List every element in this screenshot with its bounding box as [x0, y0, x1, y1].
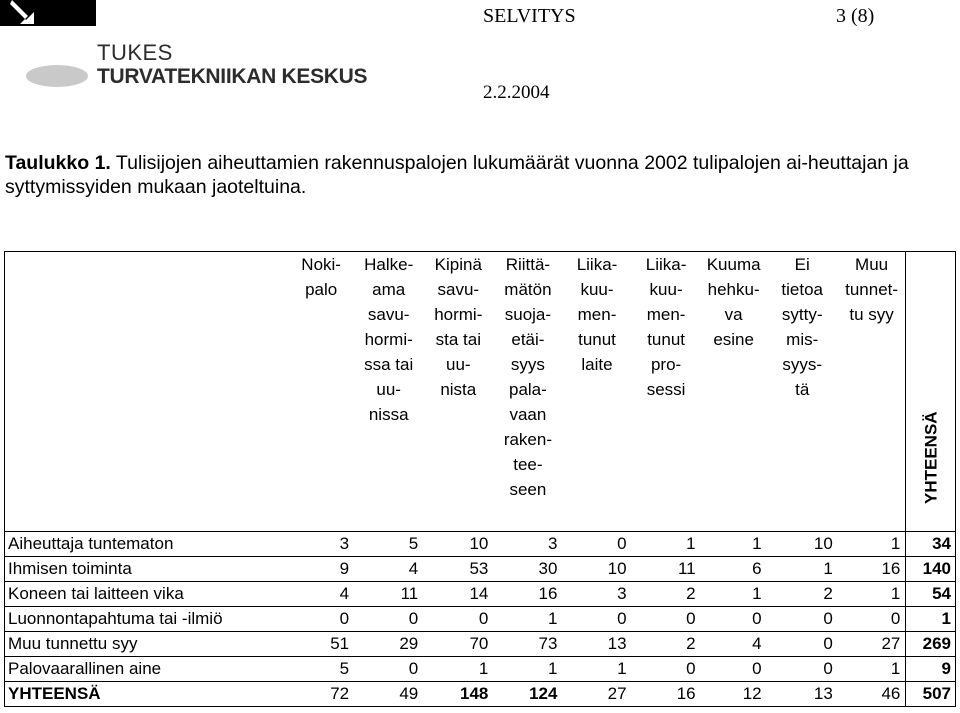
table-cell: 1	[493, 657, 562, 682]
column-header-line: tietoa	[781, 280, 824, 299]
table-cell: 0	[423, 607, 493, 632]
table-cell: 4	[701, 632, 767, 657]
column-header-line: raken-	[503, 430, 552, 449]
column-header-line: pala-	[509, 380, 547, 399]
column-header-line: Halke-	[364, 255, 414, 274]
table-cell: 124	[493, 682, 562, 707]
column-header-line: kuu-	[580, 280, 614, 299]
table-cell: 2	[632, 582, 701, 607]
data-table	[4, 251, 956, 707]
column-header-line: savu-	[367, 305, 410, 324]
column-header	[288, 252, 354, 532]
table-cell: 30	[493, 557, 562, 582]
row-total-cell: 34	[906, 532, 956, 557]
table-cell: 16	[632, 682, 701, 707]
table-cell: 0	[767, 607, 838, 632]
table-cell: 9	[288, 557, 354, 582]
column-header-line: vaan	[509, 405, 547, 424]
column-header-line: hormi-	[364, 330, 413, 349]
column-header-line: tä	[795, 380, 810, 399]
table-cell: 5	[288, 657, 354, 682]
table-cell: 46	[838, 682, 906, 707]
total-column-header	[906, 252, 956, 532]
column-header-line: mätön	[504, 280, 552, 299]
column-header	[701, 252, 767, 532]
row-total-cell: 1	[906, 607, 956, 632]
column-header-line: Muu	[855, 255, 889, 274]
table-cell: 0	[354, 657, 423, 682]
page-number: 3 (8)	[836, 5, 875, 27]
logo-graphic	[0, 0, 96, 30]
row-label: Koneen tai laitteen vika	[5, 582, 289, 607]
table-cell: 0	[767, 657, 838, 682]
column-header-line: kuu-	[649, 280, 683, 299]
column-header-line: sytty-	[781, 305, 823, 324]
row-total-cell: 269	[906, 632, 956, 657]
table-cell: 0	[701, 607, 767, 632]
column-header-line: palo	[305, 280, 338, 299]
table-cell: 0	[767, 632, 838, 657]
logo-ellipse	[26, 65, 88, 87]
table-cell: 53	[423, 557, 493, 582]
column-header-line: esine	[713, 330, 754, 349]
column-header-line: pro-	[650, 355, 682, 374]
column-header-line: nista	[440, 380, 477, 399]
column-header-line: syys	[510, 355, 545, 374]
column-header-line: ama	[372, 280, 406, 299]
column-header-line: savu-	[437, 280, 480, 299]
table-cell: 27	[838, 632, 906, 657]
table-cell: 1	[493, 607, 562, 632]
column-header-line: seen	[509, 480, 547, 499]
table-row	[5, 682, 956, 707]
table-row	[5, 582, 956, 607]
table-cell: 3	[562, 582, 631, 607]
column-header-line: tee-	[513, 455, 543, 474]
table-cell: 13	[562, 632, 631, 657]
document-date: 2.2.2004	[483, 82, 550, 103]
table-cell: 12	[701, 682, 767, 707]
row-label: Aiheuttaja tuntematon	[5, 532, 289, 557]
table-cell: 1	[701, 582, 767, 607]
column-header-line: sta tai	[435, 330, 481, 349]
column-header-line: tunut	[647, 330, 685, 349]
column-header-line: men-	[646, 305, 686, 324]
column-header-line: syys-	[782, 355, 823, 374]
column-header	[354, 252, 423, 532]
table-cell: 3	[493, 532, 562, 557]
column-header-line: va	[724, 305, 743, 324]
table-cell: 1	[632, 532, 701, 557]
table-row	[5, 657, 956, 682]
table-cell: 2	[767, 582, 838, 607]
table-row	[5, 607, 956, 632]
column-header-line: Riittä-	[505, 255, 551, 274]
table-cell: 1	[838, 532, 906, 557]
table-cell: 4	[288, 582, 354, 607]
column-header-line: Kuuma	[706, 255, 761, 274]
header-row	[5, 252, 956, 532]
column-header	[493, 252, 562, 532]
table-cell: 16	[838, 557, 906, 582]
column-header	[767, 252, 838, 532]
table-cell: 49	[354, 682, 423, 707]
table-cell: 72	[288, 682, 354, 707]
table-cell: 27	[562, 682, 631, 707]
column-header-line: Kipinä	[434, 255, 482, 274]
column-header-line: Noki-	[301, 255, 341, 274]
table-row	[5, 557, 956, 582]
total-column-header-text: YHTEENSÄ	[921, 411, 941, 504]
table-cell: 0	[632, 607, 701, 632]
table-cell: 29	[354, 632, 423, 657]
row-label: YHTEENSÄ	[5, 682, 289, 707]
table-cell: 0	[701, 657, 767, 682]
table-cell: 51	[288, 632, 354, 657]
table-cell: 3	[288, 532, 354, 557]
table-cell: 1	[838, 582, 906, 607]
column-header-line: ssa tai	[364, 355, 414, 374]
caption-text: Tulisijojen aiheuttamien rakennuspalojen lukumäärät vuonna 2002 tulipalojen ai-heuttajan ja syttymissyiden mukaan jaoteltuina.	[5, 152, 909, 198]
column-header-line: etäi-	[511, 330, 545, 349]
column-header-line: Liika-	[576, 255, 618, 274]
column-header	[838, 252, 906, 532]
column-header-line: suoja-	[504, 305, 552, 324]
row-label: Luonnontapahtuma tai -ilmiö	[5, 607, 289, 632]
column-header-line: hehku-	[707, 280, 760, 299]
table-cell: 0	[354, 607, 423, 632]
table-cell: 1	[767, 557, 838, 582]
table-cell: 10	[562, 557, 631, 582]
table-cell: 0	[838, 607, 906, 632]
table-caption	[5, 151, 955, 199]
row-label: Muu tunnettu syy	[5, 632, 289, 657]
table-cell: 70	[423, 632, 493, 657]
table-cell: 10	[767, 532, 838, 557]
column-header-line: uu-	[446, 355, 471, 374]
table-cell: 5	[354, 532, 423, 557]
column-header-line: tunut	[578, 330, 616, 349]
column-header-line: Liika-	[645, 255, 687, 274]
table-body	[5, 532, 956, 707]
column-header-line: men-	[577, 305, 617, 324]
table-cell: 4	[354, 557, 423, 582]
table-row	[5, 532, 956, 557]
table-cell: 148	[423, 682, 493, 707]
column-header-line: tu syy	[849, 305, 894, 324]
column-header	[632, 252, 701, 532]
row-total-cell: 9	[906, 657, 956, 682]
column-header	[423, 252, 493, 532]
table-cell: 16	[493, 582, 562, 607]
row-label: Palovaarallinen aine	[5, 657, 289, 682]
row-total-cell: 140	[906, 557, 956, 582]
table-cell: 1	[701, 532, 767, 557]
row-total-cell: 54	[906, 582, 956, 607]
table-row	[5, 632, 956, 657]
org-short-name: TUKES	[97, 40, 173, 65]
table-cell: 11	[632, 557, 701, 582]
table-cell: 14	[423, 582, 493, 607]
column-header-line: mis-	[786, 330, 819, 349]
table-cell: 0	[632, 657, 701, 682]
org-full-name: TURVATEKNIIKAN KESKUS	[97, 65, 368, 88]
column-header	[562, 252, 631, 532]
table-cell: 73	[493, 632, 562, 657]
column-header-line: Ei	[794, 255, 810, 274]
row-total-cell: 507	[906, 682, 956, 707]
column-header-line: hormi-	[434, 305, 483, 324]
caption-label: Taulukko 1.	[5, 152, 111, 174]
table-cell: 0	[288, 607, 354, 632]
column-header-line: tunnet-	[845, 280, 899, 299]
table-cell: 2	[632, 632, 701, 657]
column-header-line: nissa	[368, 405, 409, 424]
row-label: Ihmisen toiminta	[5, 557, 289, 582]
table-cell: 1	[423, 657, 493, 682]
row-label-header	[5, 252, 289, 532]
column-header-line: sessi	[646, 380, 686, 399]
table-cell: 13	[767, 682, 838, 707]
column-header-line: uu-	[376, 380, 401, 399]
table-cell: 1	[562, 657, 631, 682]
table-cell: 10	[423, 532, 493, 557]
table-cell: 0	[562, 607, 631, 632]
document-type: SELVITYS	[483, 5, 576, 27]
column-header-line: laite	[581, 355, 613, 374]
table-cell: 11	[354, 582, 423, 607]
table-cell: 0	[562, 532, 631, 557]
table-cell: 1	[838, 657, 906, 682]
table-cell: 6	[701, 557, 767, 582]
